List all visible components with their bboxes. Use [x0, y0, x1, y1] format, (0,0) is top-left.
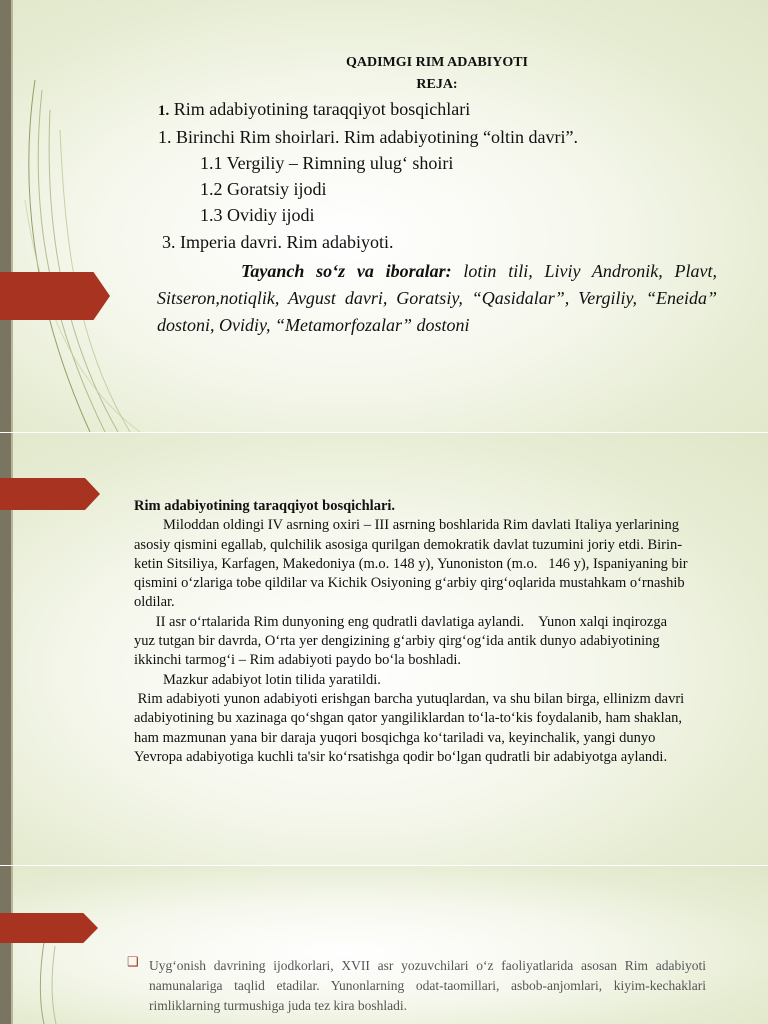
- section-heading: Rim adabiyotining taraqqiyot bosqichlari.: [134, 498, 396, 514]
- keywords-text: lotin tili, Liviy Andronik, Plavt, Sitseron,notiqlik, Avgust davri, Goratsiy, “Qasidalar”, Vergiliy, “Eneida” dostoni, Ovidiy, “Metamorfozalar” dostoni: [157, 261, 717, 335]
- plan-item-2: 1. Birinchi Rim shoirlari. Rim adabiyotining “oltin davri”.: [158, 127, 578, 147]
- plan-item-2-3: 1.3 Ovidiy ijodi: [200, 205, 315, 225]
- plan-item-2-1: 1.1 Vergiliy – Rimning ulug‘ shoiri: [200, 153, 454, 173]
- paragraph-3: Mazkur adabiyot lotin tilida yaratildi.: [134, 671, 381, 688]
- plan-item-1-num: 1.: [158, 103, 170, 119]
- red-tab-marker: [0, 478, 100, 510]
- bullet-paragraph: Uyg‘onish davrining ijodkorlari, XVII asr yozuvchilari o‘z faoliyatlarida asosan Rim adabiyoti namunalariga taqlid etadilar. Yunonlarning odat-taomillari, asbob-anjomlari, kiyim-kechaklari rimliklarning turmushiga juda tez kira boshladi.: [149, 958, 706, 1013]
- paragraph-2: II asr o‘rtalarida Rim dunyoning eng qudratli davlatiga aylandi. Yunon xalqi inqirozga yuz tutgan bir davrda, O‘rta yer dengizining g‘arbiy qirg‘og‘ida antik dunyo adabiyotining ikkinchi tarmog‘i – Rim adabiyoti paydo bo‘la boshladi.: [134, 613, 671, 669]
- slide-3: [0, 866, 768, 1024]
- plan-item-3: 3. Imperia davri. Rim adabiyoti.: [162, 232, 394, 252]
- keywords-label: Tayanch so‘z va iboralar:: [241, 261, 452, 281]
- slide-2: [0, 433, 768, 865]
- plan-item-1: [158, 99, 470, 120]
- reja-heading: REJA:: [416, 77, 458, 92]
- red-tab-marker: [0, 272, 110, 320]
- red-tab-marker: [0, 913, 98, 943]
- keywords-paragraph: [157, 258, 717, 339]
- plan-item-1-text: Rim adabiyotining taraqqiyot bosqichlari: [169, 99, 471, 119]
- paragraph-1: Miloddan oldingi IV asrning oxiri – III asrning boshlarida Rim davlati Italiya yerlarining asosiy qismini egallab, qulchilik asosiga qurilgan demokratik davlat tuzumini joriy etdi. Birin-ketin Sitsiliya, Karfagen, Makedoniya (m.o. 148 y), Yunoniston (m.o. 146 y), Ispaniyaning bir qismini o‘zlariga tobe qildilar va Kichik Osiyoning g‘arbiy qirg‘oqlarida mustahkam o‘rnashib oldilar.: [134, 517, 692, 611]
- plan-item-2-2: 1.2 Goratsiy ijodi: [200, 179, 327, 199]
- slide-title: QADIMGI RIM ADABIYOTI: [345, 55, 528, 70]
- paragraph-4: Rim adabiyoti yunon adabiyoti erishgan barcha yutuqlardan, va shu bilan birga, ellinizm davri adabiyotining bu xazinaga qo‘shgan qator yangiliklardan to‘la-to‘kis foydalanib, ham shaklan, ham mazmunan yana bir daraja yuqori bosqichga ko‘tariladi va, keyinchalik, yangi dunyo Yevropa adabiyotiga kuchli ta'sir ko‘rsatishga qodir bo‘lgan qudratli bir adabiyotga aylandi.: [134, 690, 688, 765]
- slide-2-body: [134, 497, 692, 767]
- slide-1: [0, 0, 768, 432]
- bullet-icon: ❑: [127, 954, 139, 969]
